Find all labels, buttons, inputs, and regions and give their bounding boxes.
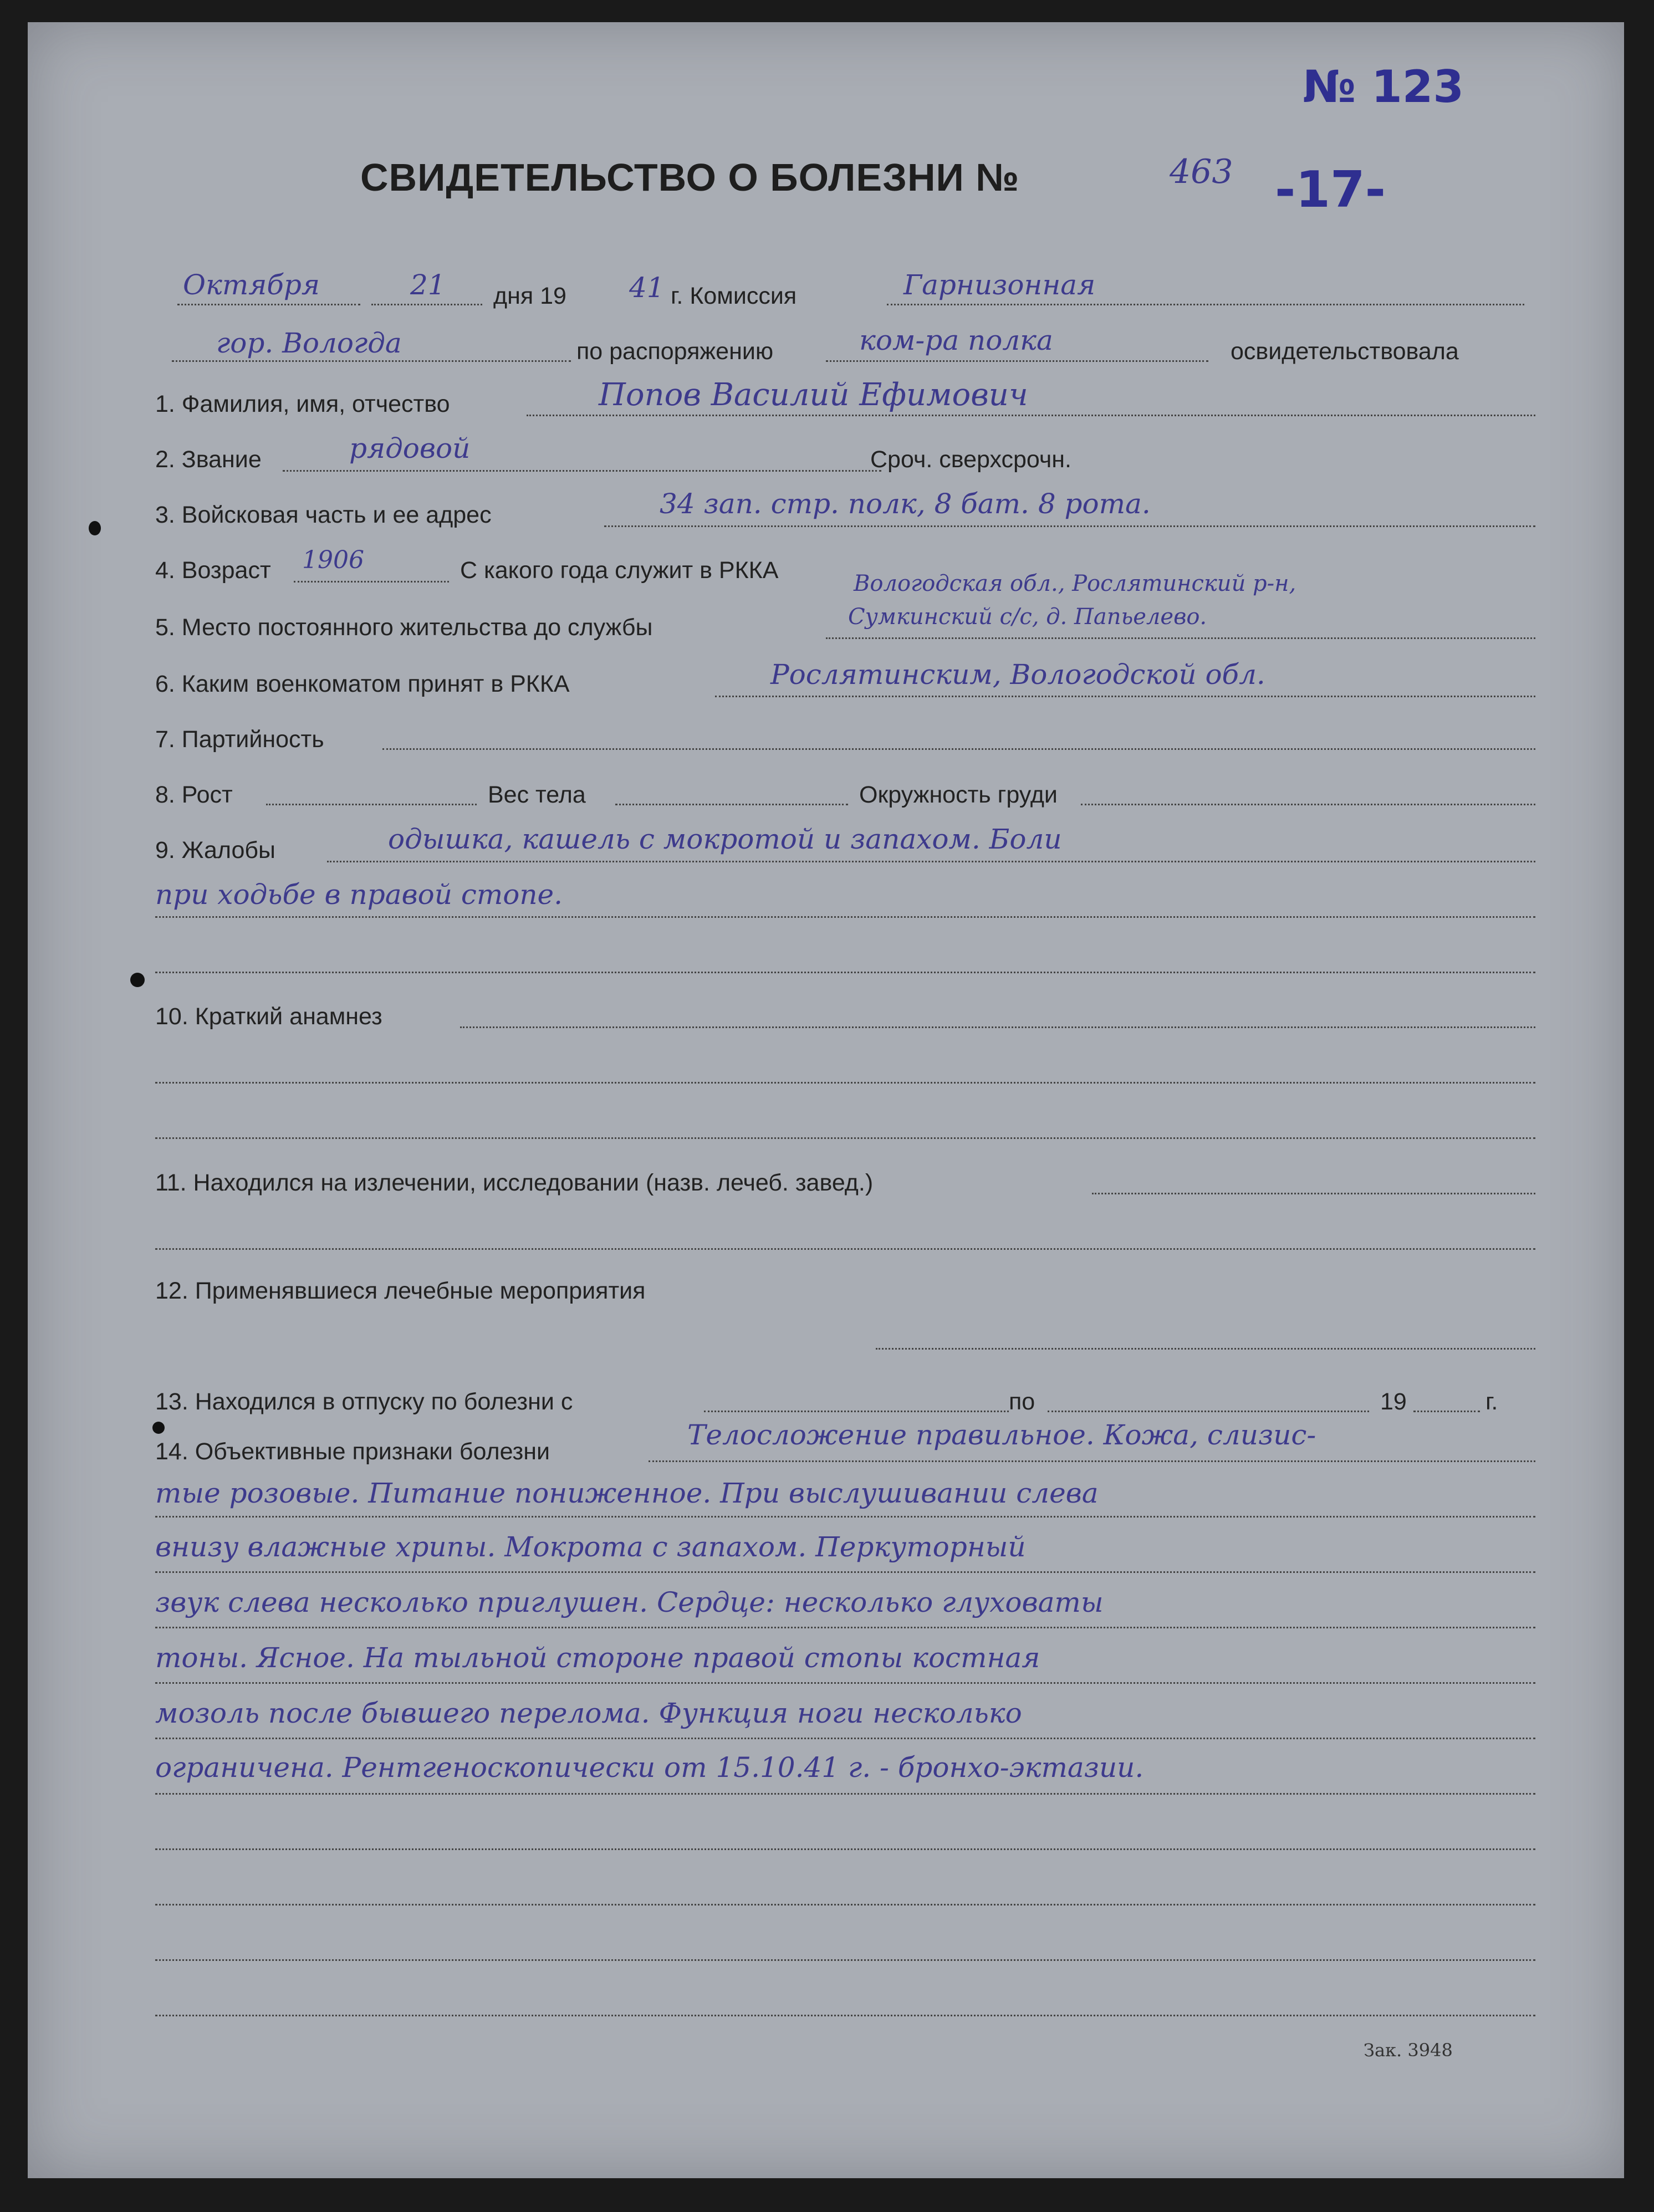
document-sheet [28, 22, 1624, 2178]
field-2-extra: Сроч. сверхсрочн. [870, 446, 1071, 473]
underline [615, 804, 848, 805]
header-order-label: по распоряжению [576, 338, 774, 365]
field-2-value: рядовой [349, 432, 471, 464]
field-14-line: тые розовые. Питание пониженное. При выслушивании слева [155, 1477, 1099, 1509]
underline [604, 525, 1535, 527]
corner-mark: -17- [1275, 161, 1386, 219]
header-year: 41 [629, 272, 665, 304]
header-day-label: дня 19 [493, 283, 566, 309]
underline [155, 1627, 1535, 1628]
field-14-line: мозоль после бывшего перелома. Функция ноги несколько [155, 1697, 1022, 1729]
underline [1081, 804, 1535, 805]
underline [382, 748, 1535, 750]
underline [155, 1793, 1535, 1795]
underline [704, 1411, 1009, 1412]
document-title: СВИДЕТЕЛЬСТВО О БОЛЕЗНИ № [360, 156, 1020, 199]
underline [327, 861, 1535, 862]
underline [155, 1571, 1535, 1573]
field-1-label: 1. Фамилия, имя, отчество [155, 391, 450, 417]
field-3-value: 34 зап. стр. полк, 8 бат. 8 рота. [660, 488, 1151, 520]
field-14-line: звук слева несколько приглушен. Сердце: несколько глуховаты [155, 1586, 1104, 1618]
underline [283, 470, 881, 472]
field-13-po: по [1009, 1388, 1035, 1415]
header-month: Октября [183, 269, 320, 301]
field-6-value: Рослятинским, Вологодской обл. [770, 658, 1265, 691]
underline [155, 1904, 1535, 1906]
title-number: 463 [1170, 152, 1233, 191]
field-14-line: внизу влажные хрипы. Мокрота с запахом. Перкуторный [155, 1531, 1026, 1563]
underline [527, 415, 1535, 416]
field-2-label: 2. Звание [155, 446, 262, 473]
underline [155, 1516, 1535, 1518]
underline [371, 304, 482, 305]
punch-hole [130, 973, 145, 987]
corner-number: № 123 [1303, 61, 1464, 113]
field-13-label: 13. Находился в отпуску по болезни с [155, 1388, 573, 1415]
underline [172, 360, 571, 362]
underline [460, 1026, 1535, 1028]
underline [155, 1959, 1535, 1961]
underline [155, 2015, 1535, 2016]
field-5-value-line2: Сумкинский с/с, д. Папьелево. [848, 604, 1207, 630]
punch-hole [152, 1422, 165, 1434]
underline [826, 637, 1535, 639]
underline [1413, 1411, 1480, 1412]
underline [649, 1460, 1535, 1462]
field-7-label: 7. Партийность [155, 726, 324, 753]
header-day: 21 [410, 269, 446, 301]
underline [155, 916, 1535, 918]
underline [876, 1348, 1535, 1350]
field-13-g: г. [1485, 1388, 1498, 1415]
field-4-value: 1906 [302, 546, 364, 574]
field-14-line: ограничена. Рентгеноскопически от 15.10.41 г. - бронхо-эктазии. [155, 1751, 1144, 1784]
underline [155, 1137, 1535, 1139]
header-order: ком-ра полка [859, 324, 1053, 356]
field-8-weight: Вес тела [488, 781, 586, 808]
field-8-label: 8. Рост [155, 781, 233, 808]
field-4-extra: С какого года служит в РККА [460, 557, 779, 584]
underline [826, 360, 1208, 362]
field-9-value-line2: при ходьбе в правой стопе. [155, 878, 563, 911]
field-14-line: Телосложение правильное. Кожа, слизис- [687, 1419, 1316, 1451]
underline [266, 804, 477, 805]
field-8-chest: Окружность груди [859, 781, 1058, 808]
underline [715, 696, 1535, 697]
header-examined-label: освидетельствовала [1231, 338, 1459, 365]
field-14-line: тоны. Ясное. На тыльной стороне правой стопы костная [155, 1642, 1040, 1674]
underline [1092, 1193, 1535, 1194]
underline [155, 972, 1535, 973]
field-4-label: 4. Возраст [155, 557, 271, 584]
underline [887, 304, 1524, 305]
field-12-label: 12. Применявшиеся лечебные мероприятия [155, 1278, 646, 1304]
underline [155, 1738, 1535, 1739]
field-10-label: 10. Краткий анамнез [155, 1003, 382, 1030]
field-5-value-line1: Вологодская обл., Рослятинский р-н, [854, 571, 1296, 596]
underline [177, 304, 360, 305]
field-6-label: 6. Каким военкоматом принят в РККА [155, 671, 570, 697]
underline [155, 1082, 1535, 1084]
punch-hole [89, 521, 101, 535]
underline [1048, 1411, 1369, 1412]
header-commission-label: г. Комиссия [671, 283, 797, 309]
underline [155, 1248, 1535, 1250]
underline [155, 1682, 1535, 1684]
field-3-label: 3. Войсковая часть и ее адрес [155, 502, 492, 528]
underline [294, 581, 449, 583]
field-1-value: Попов Василий Ефимович [599, 377, 1028, 413]
field-9-value-line1: одышка, кашель с мокротой и запахом. Боли [388, 823, 1062, 855]
header-commission: Гарнизонная [903, 269, 1096, 301]
footer-order-number: Зак. 3948 [1364, 2040, 1453, 2061]
field-11-label: 11. Находился на излечении, исследовании (назв. лечеб. завед.) [155, 1169, 874, 1196]
field-9-label: 9. Жалобы [155, 837, 275, 864]
field-14-label: 14. Объективные признаки болезни [155, 1438, 550, 1465]
field-13-year: 19 [1380, 1388, 1407, 1415]
header-city: гор. Вологда [216, 327, 402, 359]
underline [155, 1848, 1535, 1850]
field-5-label: 5. Место постоянного жительства до службы [155, 614, 653, 641]
